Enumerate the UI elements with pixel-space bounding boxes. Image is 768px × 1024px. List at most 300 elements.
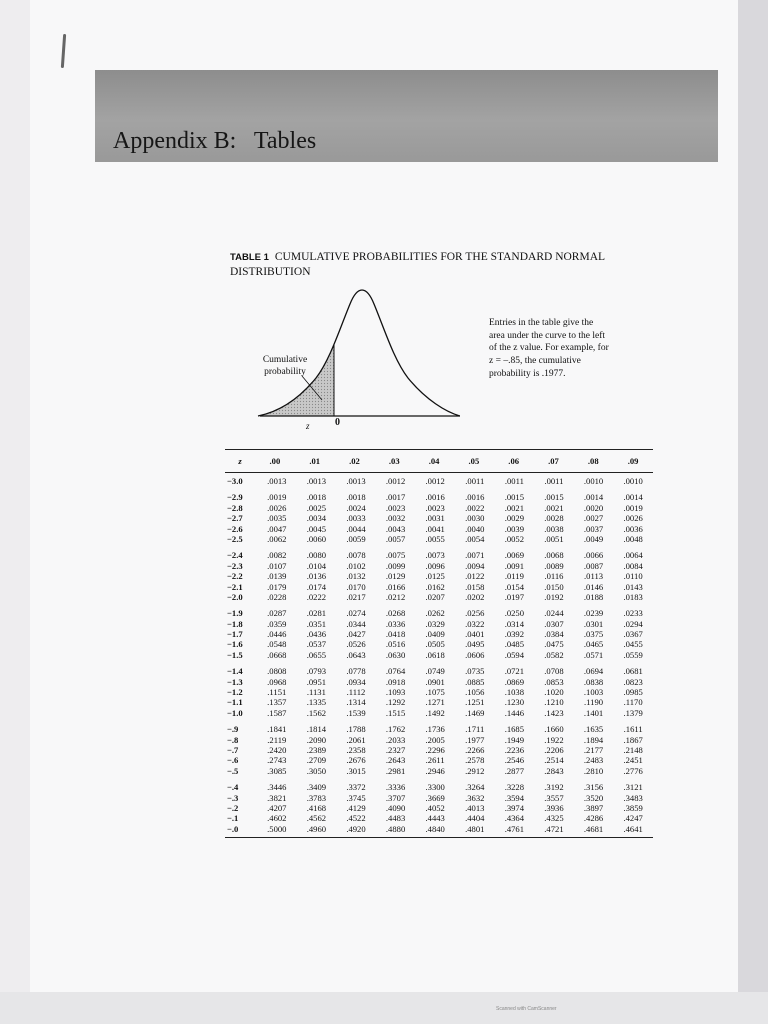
column-header: .07 [548,456,559,466]
probability-cell: .0010 [623,476,643,486]
z-value-cell: −1.5 [227,649,243,660]
z-table-body [225,473,653,837]
probability-cell: .2514 [544,755,564,766]
probability-cell: .1539 [346,707,366,718]
probability-cell: .3409 [306,782,327,793]
table-row [225,650,653,660]
probability-cell: .0038 [544,523,564,534]
probability-cell: .1170 [623,697,643,708]
table-row [225,503,653,513]
probability-cell: .0934 [346,676,366,687]
table-row [225,813,653,823]
probability-cell: .1379 [623,707,643,718]
probability-cell: .0113 [584,571,604,582]
probability-cell: .0233 [623,608,643,619]
probability-cell: .4840 [425,823,445,834]
probability-cell: .0132 [346,571,366,582]
probability-cell: .3632 [465,792,485,803]
z-value-cell: −.2 [227,802,239,813]
normal-curve-figure [230,280,460,420]
explanatory-note: Entries in the table give the area under the curve to the left of the z value. For example, for z = –.85, the cumulative probability is .1977. [489,318,609,379]
table-row [225,476,653,486]
probability-cell: .0322 [465,618,485,629]
probability-cell: .0026 [623,513,643,524]
probability-cell: .2119 [267,734,287,745]
probability-cell: .0017 [385,492,406,503]
probability-cell: .2327 [385,744,406,755]
table-title [230,250,630,279]
probability-cell: .0869 [504,676,525,687]
probability-cell: .3594 [504,792,525,803]
probability-cell: .1151 [267,687,287,698]
probability-cell: .0606 [465,649,485,660]
probability-cell: .0049 [583,533,604,544]
probability-cell: .0032 [385,513,406,524]
probability-cell: .3336 [385,782,406,793]
probability-cell: .0116 [544,571,564,582]
probability-cell: .4880 [385,823,406,834]
probability-cell: .0951 [306,676,327,687]
table-row [225,571,653,581]
probability-cell: .2033 [385,734,406,745]
probability-cell: .1949 [504,734,525,745]
probability-cell: .4761 [504,823,525,834]
probability-cell: .4602 [267,813,287,824]
probability-cell: .0055 [425,533,445,544]
table-row [225,793,653,803]
probability-cell: .3156 [583,782,604,793]
probability-cell: .4443 [425,813,445,824]
probability-cell: .1711 [465,724,485,735]
probability-cell: .1922 [544,734,564,745]
table-row [225,629,653,639]
probability-cell: .2296 [425,744,445,755]
probability-cell: .4247 [623,813,643,824]
probability-cell: .0139 [267,571,287,582]
probability-cell: .1446 [504,707,525,718]
probability-cell: .3228 [504,782,525,793]
column-header: .00 [269,456,281,466]
probability-cell: .0778 [346,666,366,677]
probability-cell: .2981 [385,765,406,776]
probability-cell: .0064 [623,550,643,561]
probability-cell: .3300 [425,782,445,793]
probability-cell: .0505 [425,639,445,650]
column-header: .05 [468,456,480,466]
probability-cell: .0630 [385,649,406,660]
probability-cell: .0018 [306,492,327,503]
probability-cell: .2578 [465,755,485,766]
probability-cell: .0475 [544,639,564,650]
probability-cell: .0024 [346,502,366,513]
probability-cell: .3897 [583,802,604,813]
probability-cell: .0075 [385,550,406,561]
z-value-cell: −.8 [227,734,239,745]
probability-cell: .3974 [504,802,525,813]
probability-cell: .0021 [504,502,525,513]
probability-cell: .0559 [623,649,643,660]
probability-cell: .0107 [267,560,287,571]
probability-cell: .0158 [465,581,485,592]
probability-cell: .1210 [544,697,564,708]
z-value-cell: −2.2 [227,571,243,582]
probability-cell: .0239 [583,608,604,619]
probability-cell: .0188 [583,591,604,602]
probability-cell: .0012 [425,476,445,486]
probability-cell: .4129 [346,802,366,813]
z-value-cell: −.3 [227,792,239,803]
table-row [225,534,653,544]
probability-cell: .4483 [385,813,406,824]
z-value-cell: −2.4 [227,550,243,561]
probability-cell: .0409 [425,629,445,640]
probability-cell: .2148 [623,744,643,755]
probability-cell: .0217 [346,591,366,602]
probability-cell: .0207 [425,591,445,602]
table-row [225,735,653,745]
probability-cell: .3783 [306,792,327,803]
probability-cell: .0749 [425,666,445,677]
probability-cell: .0060 [306,533,327,544]
probability-cell: .0136 [306,571,327,582]
probability-cell: .0059 [346,533,366,544]
probability-cell: .3192 [544,782,564,793]
probability-cell: .0735 [465,666,485,677]
probability-cell: .1423 [544,707,564,718]
probability-cell: .4207 [267,802,287,813]
probability-cell: .3050 [306,765,327,776]
probability-cell: .2451 [623,755,643,766]
probability-cell: .0427 [346,629,366,640]
probability-cell: .1020 [544,687,564,698]
probability-cell: .0166 [385,581,406,592]
probability-cell: .0104 [306,560,327,571]
probability-cell: .0022 [465,502,485,513]
probability-cell: .0367 [623,629,643,640]
probability-cell: .0099 [385,560,406,571]
probability-cell: .1093 [385,687,406,698]
probability-cell: .0031 [425,513,445,524]
probability-cell: .1401 [583,707,604,718]
probability-cell: .3121 [623,782,643,793]
probability-cell: .4920 [346,823,366,834]
probability-cell: .0040 [465,523,485,534]
probability-cell: .0039 [504,523,525,534]
probability-cell: .0537 [306,639,327,650]
probability-cell: .1611 [623,724,643,735]
probability-cell: .1038 [504,687,525,698]
probability-cell: .0150 [544,581,564,592]
z-value-cell: −2.0 [227,591,243,602]
probability-cell: .0087 [583,560,604,571]
probability-cell: .0197 [504,591,525,602]
probability-cell: .0764 [385,666,406,677]
probability-cell: .0294 [623,618,643,629]
table-row [225,561,653,571]
probability-cell: .0015 [544,492,564,503]
z-table-header [225,450,653,473]
z-value-cell: −.4 [227,782,239,793]
probability-cell: .4325 [544,813,564,824]
probability-cell: .3557 [544,792,564,803]
probability-cell: .0344 [346,618,366,629]
probability-cell: .1230 [504,697,525,708]
probability-cell: .0014 [583,492,604,503]
probability-cell: .0351 [306,618,327,629]
probability-cell: .0281 [306,608,327,619]
probability-cell: .0045 [306,523,327,534]
z-value-cell: −1.6 [227,639,243,650]
table-row [225,666,653,676]
probability-cell: .0033 [346,513,366,524]
probability-cell: .0202 [465,591,485,602]
probability-cell: .1660 [544,724,564,735]
probability-cell: .3085 [267,765,287,776]
probability-cell: .1492 [425,707,445,718]
probability-cell: .0885 [465,676,485,687]
probability-cell: .0044 [346,523,366,534]
probability-cell: .3264 [465,782,485,793]
probability-cell: .2810 [583,765,604,776]
scanner-watermark: Scanned with CamScanner [496,1006,557,1012]
probability-cell: .0268 [385,608,406,619]
probability-cell: .0016 [465,492,485,503]
probability-cell: .3669 [425,792,445,803]
probability-cell: .4681 [583,823,604,834]
probability-cell: .0023 [425,502,445,513]
table-row [225,755,653,765]
table-row [225,677,653,687]
column-header: .04 [428,456,440,466]
probability-cell: .0013 [267,476,287,486]
probability-cell: .0162 [425,581,445,592]
table-row [225,619,653,629]
probability-cell: .0102 [346,560,366,571]
probability-cell: .0041 [425,523,445,534]
probability-cell: .1562 [306,707,327,718]
probability-cell: .3520 [583,792,604,803]
probability-cell: .0228 [267,591,287,602]
z-value-cell: −2.8 [227,502,243,513]
z-value-cell: −1.7 [227,629,243,640]
z-value-cell: −2.3 [227,560,243,571]
probability-cell: .1131 [306,687,326,698]
probability-cell: .0146 [583,581,604,592]
probability-cell: .2061 [346,734,366,745]
z-value-cell: −1.0 [227,707,243,718]
probability-cell: .1685 [504,724,525,735]
appendix-title: Appendix B: Tables [113,128,317,154]
probability-cell: .1867 [623,734,643,745]
row-group [225,489,653,547]
table-row [225,724,653,734]
cumulative-probability-label: Cumulative probability [262,355,308,377]
probability-cell: .0307 [544,618,564,629]
probability-cell: .4364 [504,813,525,824]
column-header: .06 [508,456,520,466]
probability-cell: .0170 [346,581,366,592]
probability-cell: .1515 [385,707,406,718]
probability-cell: .0027 [583,513,604,524]
table-row [225,492,653,502]
probability-cell: .0262 [425,608,445,619]
probability-cell: .0985 [623,687,643,698]
probability-cell: .2206 [544,744,564,755]
scan-bottom-edge [0,992,768,1024]
probability-cell: .4404 [465,813,485,824]
probability-cell: .0643 [346,649,366,660]
probability-cell: .2420 [267,744,287,755]
probability-cell: .1251 [465,697,485,708]
probability-cell: .2843 [544,765,564,776]
probability-cell: .1788 [346,724,366,735]
probability-cell: .2236 [504,744,525,755]
probability-cell: .1003 [583,687,604,698]
row-group [225,473,653,489]
probability-cell: .2266 [465,744,485,755]
probability-cell: .2743 [267,755,287,766]
probability-cell: .0110 [623,571,643,582]
table-row [225,687,653,697]
probability-cell: .0020 [583,502,604,513]
probability-cell: .0446 [267,629,287,640]
scan-right-edge [738,0,768,1024]
probability-cell: .0011 [504,476,524,486]
z-value-cell: −1.1 [227,697,243,708]
probability-cell: .0256 [465,608,485,619]
probability-cell: .0655 [306,649,327,660]
probability-cell: .2389 [306,744,327,755]
probability-cell: .0082 [267,550,287,561]
probability-cell: .0019 [267,492,287,503]
probability-cell: .0401 [465,629,485,640]
probability-cell: .4960 [306,823,327,834]
axis-z-label: z [306,421,310,431]
probability-cell: .0143 [623,581,643,592]
probability-cell: .0274 [346,608,366,619]
table-row [225,550,653,560]
probability-cell: .0019 [623,502,643,513]
probability-cell: .4641 [623,823,643,834]
probability-cell: .3859 [623,802,643,813]
column-header: .02 [349,456,360,466]
probability-cell: .1112 [346,687,366,698]
probability-cell: .1635 [583,724,604,735]
probability-cell: .3821 [267,792,287,803]
probability-cell: .2090 [306,734,327,745]
probability-cell: .4562 [306,813,327,824]
column-header: .09 [627,456,639,466]
probability-cell: .0526 [346,639,366,650]
probability-cell: .0026 [267,502,287,513]
probability-cell: .0062 [267,533,287,544]
probability-cell: .1335 [306,697,327,708]
probability-cell: .0122 [465,571,485,582]
probability-cell: .3483 [623,792,643,803]
z-value-cell: −.6 [227,755,239,766]
probability-cell: .2912 [465,765,485,776]
table-row [225,513,653,523]
probability-cell: .0021 [544,502,564,513]
probability-cell: .0455 [623,639,643,650]
axis-zero-label: 0 [335,417,340,428]
probability-cell: .0838 [583,676,604,687]
probability-cell: .1075 [425,687,445,698]
probability-cell: .2611 [425,755,445,766]
probability-cell: .0037 [583,523,604,534]
probability-cell: .4052 [425,802,445,813]
probability-cell: .1357 [267,697,287,708]
row-group [225,605,653,663]
probability-cell: .4168 [306,802,327,813]
z-value-cell: −.5 [227,765,239,776]
probability-cell: .3707 [385,792,406,803]
probability-cell: .0708 [544,666,564,677]
probability-cell: .1469 [465,707,485,718]
probability-cell: .0054 [465,533,485,544]
z-value-cell: −1.9 [227,608,243,619]
z-value-cell: −1.2 [227,687,243,698]
table-number: TABLE 1 [230,252,269,263]
probability-cell: .0808 [267,666,287,677]
probability-cell: .0384 [544,629,564,640]
probability-cell: .0681 [623,666,643,677]
probability-cell: .0465 [583,639,604,650]
probability-cell: .0029 [504,513,525,524]
probability-cell: .0582 [544,649,564,660]
probability-cell: .0250 [504,608,525,619]
column-header-z: z [238,456,242,466]
probability-cell: .1056 [465,687,485,698]
probability-cell: .3936 [544,802,564,813]
z-value-cell: −2.9 [227,492,243,503]
probability-cell: .1894 [583,734,604,745]
column-header: .08 [587,456,599,466]
probability-cell: .0012 [385,476,406,486]
probability-cell: .1314 [346,697,366,708]
table-row [225,639,653,649]
z-value-cell: −1.8 [227,618,243,629]
probability-cell: .0013 [346,476,366,486]
table-row [225,524,653,534]
probability-cell: .0694 [583,666,604,677]
probability-cell: .0011 [544,476,564,486]
column-header: .01 [309,456,321,466]
z-value-cell: −.1 [227,813,239,824]
probability-cell: .0025 [306,502,327,513]
probability-cell: .4801 [465,823,485,834]
table-row [225,582,653,592]
probability-cell: .0013 [306,476,327,486]
probability-cell: .0244 [544,608,564,619]
probability-cell: .0918 [385,676,406,687]
probability-cell: .0548 [267,639,287,650]
probability-cell: .0594 [504,649,525,660]
table-row [225,608,653,618]
probability-cell: .3372 [346,782,366,793]
probability-cell: .0901 [425,676,445,687]
probability-cell: .0089 [544,560,564,571]
probability-cell: .2005 [425,734,445,745]
probability-cell: .1587 [267,707,287,718]
probability-cell: .0071 [465,550,485,561]
table-row [225,803,653,813]
probability-cell: .2177 [583,744,604,755]
probability-cell: .1292 [385,697,406,708]
probability-cell: .0154 [504,581,525,592]
probability-cell: .0853 [544,676,564,687]
probability-cell: .0968 [267,676,287,687]
